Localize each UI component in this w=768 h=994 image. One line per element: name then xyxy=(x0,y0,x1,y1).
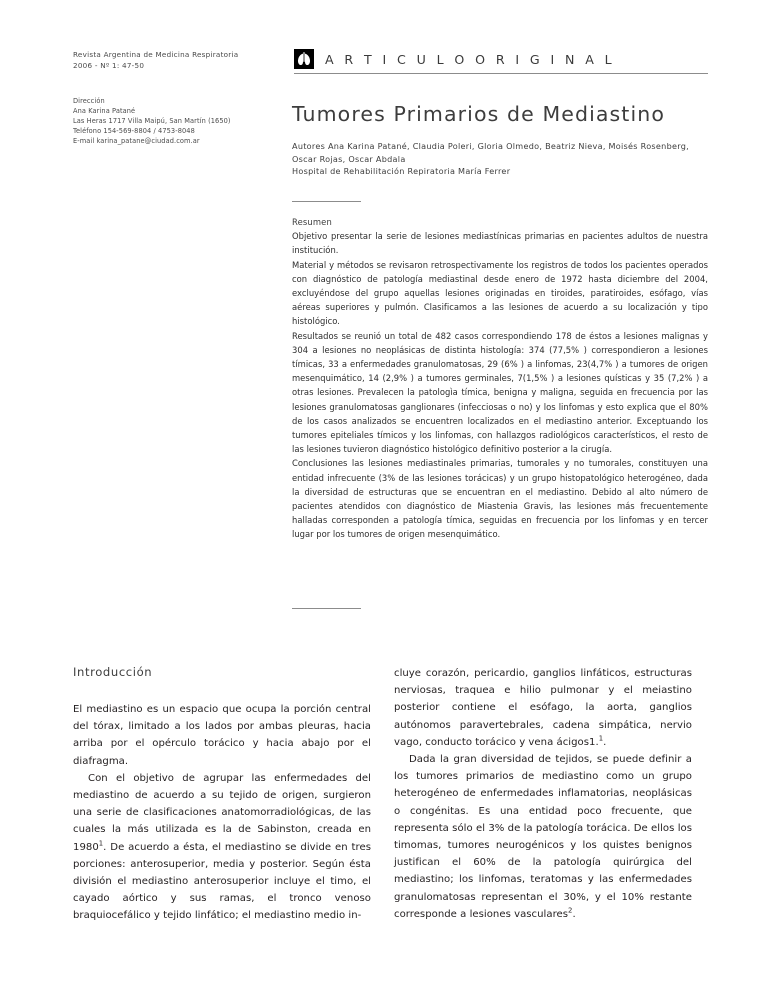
journal-name: Revista Argentina de Medicina Respiratoria xyxy=(73,50,239,59)
abstract-section xyxy=(292,215,708,542)
byline xyxy=(292,140,708,178)
introduction-paragraph-3 xyxy=(394,751,692,923)
correspondence-name: Ana Karina Patané xyxy=(73,106,136,115)
intro-p2-text-a: Con el objetivo de agrupar las enfermedades del mediastino de acuerdo a su tejido de origen, surgieron una serie de clasificaciones anatomorradiológicas, de las cuales la más utilizada es la de Sabinston, creada en 1980 xyxy=(73,772,371,853)
body-column-left xyxy=(73,665,371,925)
journal-issue: 2006 - Nº 1: 47-50 xyxy=(73,61,145,71)
abstract-divider-bottom xyxy=(292,608,361,609)
reference-marker-1b: 1 xyxy=(598,734,604,743)
abstract-results: Resultados se reunió un total de 482 casos correspondiendo 178 de éstos a lesiones malignas y 304 a lesiones no neoplásicas de distinta histología: 374 (77,5% ) correspondieron a lesiones tímicas, 33 a enfermedades granulomatosas, 29 (6% ) a linfomas, 23(4,7% ) a tumores de origen mesenquimático, 14 (2,9% ) a tumores germinales, 7(1,5% ) a lesiones quísticas y 35 (7,2% ) a otras lesiones. Prevalecen la patologìa tímica, benigna y maligna, seguida en frecuencia por las lesiones granulomatosas ganglionares (infecciosas o no) y los linfomas y esto explica que el 80% de los casos analizados se encuentren localizados en el mediastino anterior. Exceptuando los tumores epiteliales tímicos y los linfomas, con hallazgos radiológicos característicos, el resto de las lesiones tuvieron diagnóstico histológico definitivo posterior a la cirugía. xyxy=(292,330,708,455)
correspondence-email: E-mail karina_patane@ciudad.com.ar xyxy=(73,136,200,145)
intro-p2-text-d: . xyxy=(603,736,607,748)
intro-p2-text-c: cluye corazón, pericardio, ganglios linfáticos, estructuras nerviosas, traquea e hilio pulmonar y el meiastino posterior contiene el esófago, la aorta, ganglios autónomos paravertebrales, cadena simpática, nervio vago, conducto torácico y vena ácigos1. xyxy=(394,668,692,748)
abstract-objective: Objetivo presentar la serie de lesiones mediastínicas primarias en pacientes adultos de nuestra institución. xyxy=(292,231,708,256)
page-title: Tumores Primarios de Mediastino xyxy=(292,101,665,126)
intro-p2-text-b: . De acuerdo a ésta, el mediastino se divide en tres porciones: anterosuperior, media y posterior. Según ésta división el mediastino anterosuperior incluye el timo, el cayado aórtico y sus ramas, el tronco venoso braquiocefálico y tejido linfático; el mediastino medio in- xyxy=(73,841,371,922)
introduction-paragraph-1: El mediastino es un espacio que ocupa la porción central del tórax, limitado a los lados por ambas pleuras, hacia arriba por el opérculo torácico y hacia abajo por el diafragma. xyxy=(73,704,371,767)
body-column-right xyxy=(394,665,692,923)
introduction-paragraph-2 xyxy=(73,770,371,925)
intro-p3-text-b: . xyxy=(572,908,576,920)
author-list: Autores Ana Karina Patané, Claudia Poleri, Gloria Olmedo, Beatriz Nieva, Moisés Rosenberg, Oscar Rojas, Oscar Abdala xyxy=(292,141,690,164)
correspondence-address: Las Heras 1717 Villa Maipú, San Martín (1650) xyxy=(73,116,231,125)
journal-masthead xyxy=(73,49,288,72)
abstract-divider-top xyxy=(292,201,361,202)
article-type-header xyxy=(294,48,708,70)
correspondence-block xyxy=(73,97,298,147)
lungs-icon xyxy=(294,49,314,69)
abstract-methods: Material y métodos se revisaron retrospectivamente los registros de todos los pacientes operados con diagnóstico de patología mediastinal desde enero de 1972 hasta diciembre del 2004, excluyéndose del grupo aquellas lesiones originadas en tiroides, paratiroides, esófago, vías aéreas superiores y pulmón. Clasificamos a las lesiones de acuerdo a su localización y tipo histológico. xyxy=(292,259,708,327)
abstract-conclusions: Conclusiones las lesiones mediastinales primarias, tumorales y no tumorales, constituyen una entidad infrecuente (3% de las lesiones torácicas) y un grupo histopatológico heterogéneo, dada la diversidad de estructuras que se encuentran en el mediastino. Debido al alto número de pacientes atendidos con diagnóstico de Miastenia Gravis, las lesiones más frecuentemente halladas corresponden a patología tímica, seguidas en frecuencia por los linfomas y en tercer lugar por los tumores de origen mesenquimático. xyxy=(292,458,708,540)
reference-marker-1: 1 xyxy=(98,839,104,848)
reference-marker-2: 2 xyxy=(568,906,573,915)
abstract-heading: Resumen xyxy=(292,217,332,227)
introduction-heading: Introducción xyxy=(73,665,153,679)
affiliation: Hospital de Rehabilitación Repiratoria María Ferrer xyxy=(292,166,511,177)
header-divider xyxy=(294,73,708,74)
correspondence-label: Dirección xyxy=(73,97,105,105)
intro-p3-text-a: Dada la gran diversidad de tejidos, se puede definir a los tumores primarios de mediastino como un grupo heterogéneo de enfermedades inflamatorias, neoplásicas o congénitas. Es una entidad poco frecuente, que representa sólo el 3% de la patología torácica. De ellos los timomas, tumores neurogénicos y los quistes benignos justifican el 60% de la patología quirúrgica del mediastino; los linfomas, teratomas y las enfermedades granulomatosas representan el 30%, y el 10% restante corresponde a lesiones vasculares xyxy=(394,754,692,920)
correspondence-phone: Teléfono 154-569-8804 / 4753-8048 xyxy=(73,126,195,135)
article-type-label: A R T I C U L O O R I G I N A L xyxy=(325,51,616,67)
introduction-paragraph-2-continued xyxy=(394,665,692,751)
